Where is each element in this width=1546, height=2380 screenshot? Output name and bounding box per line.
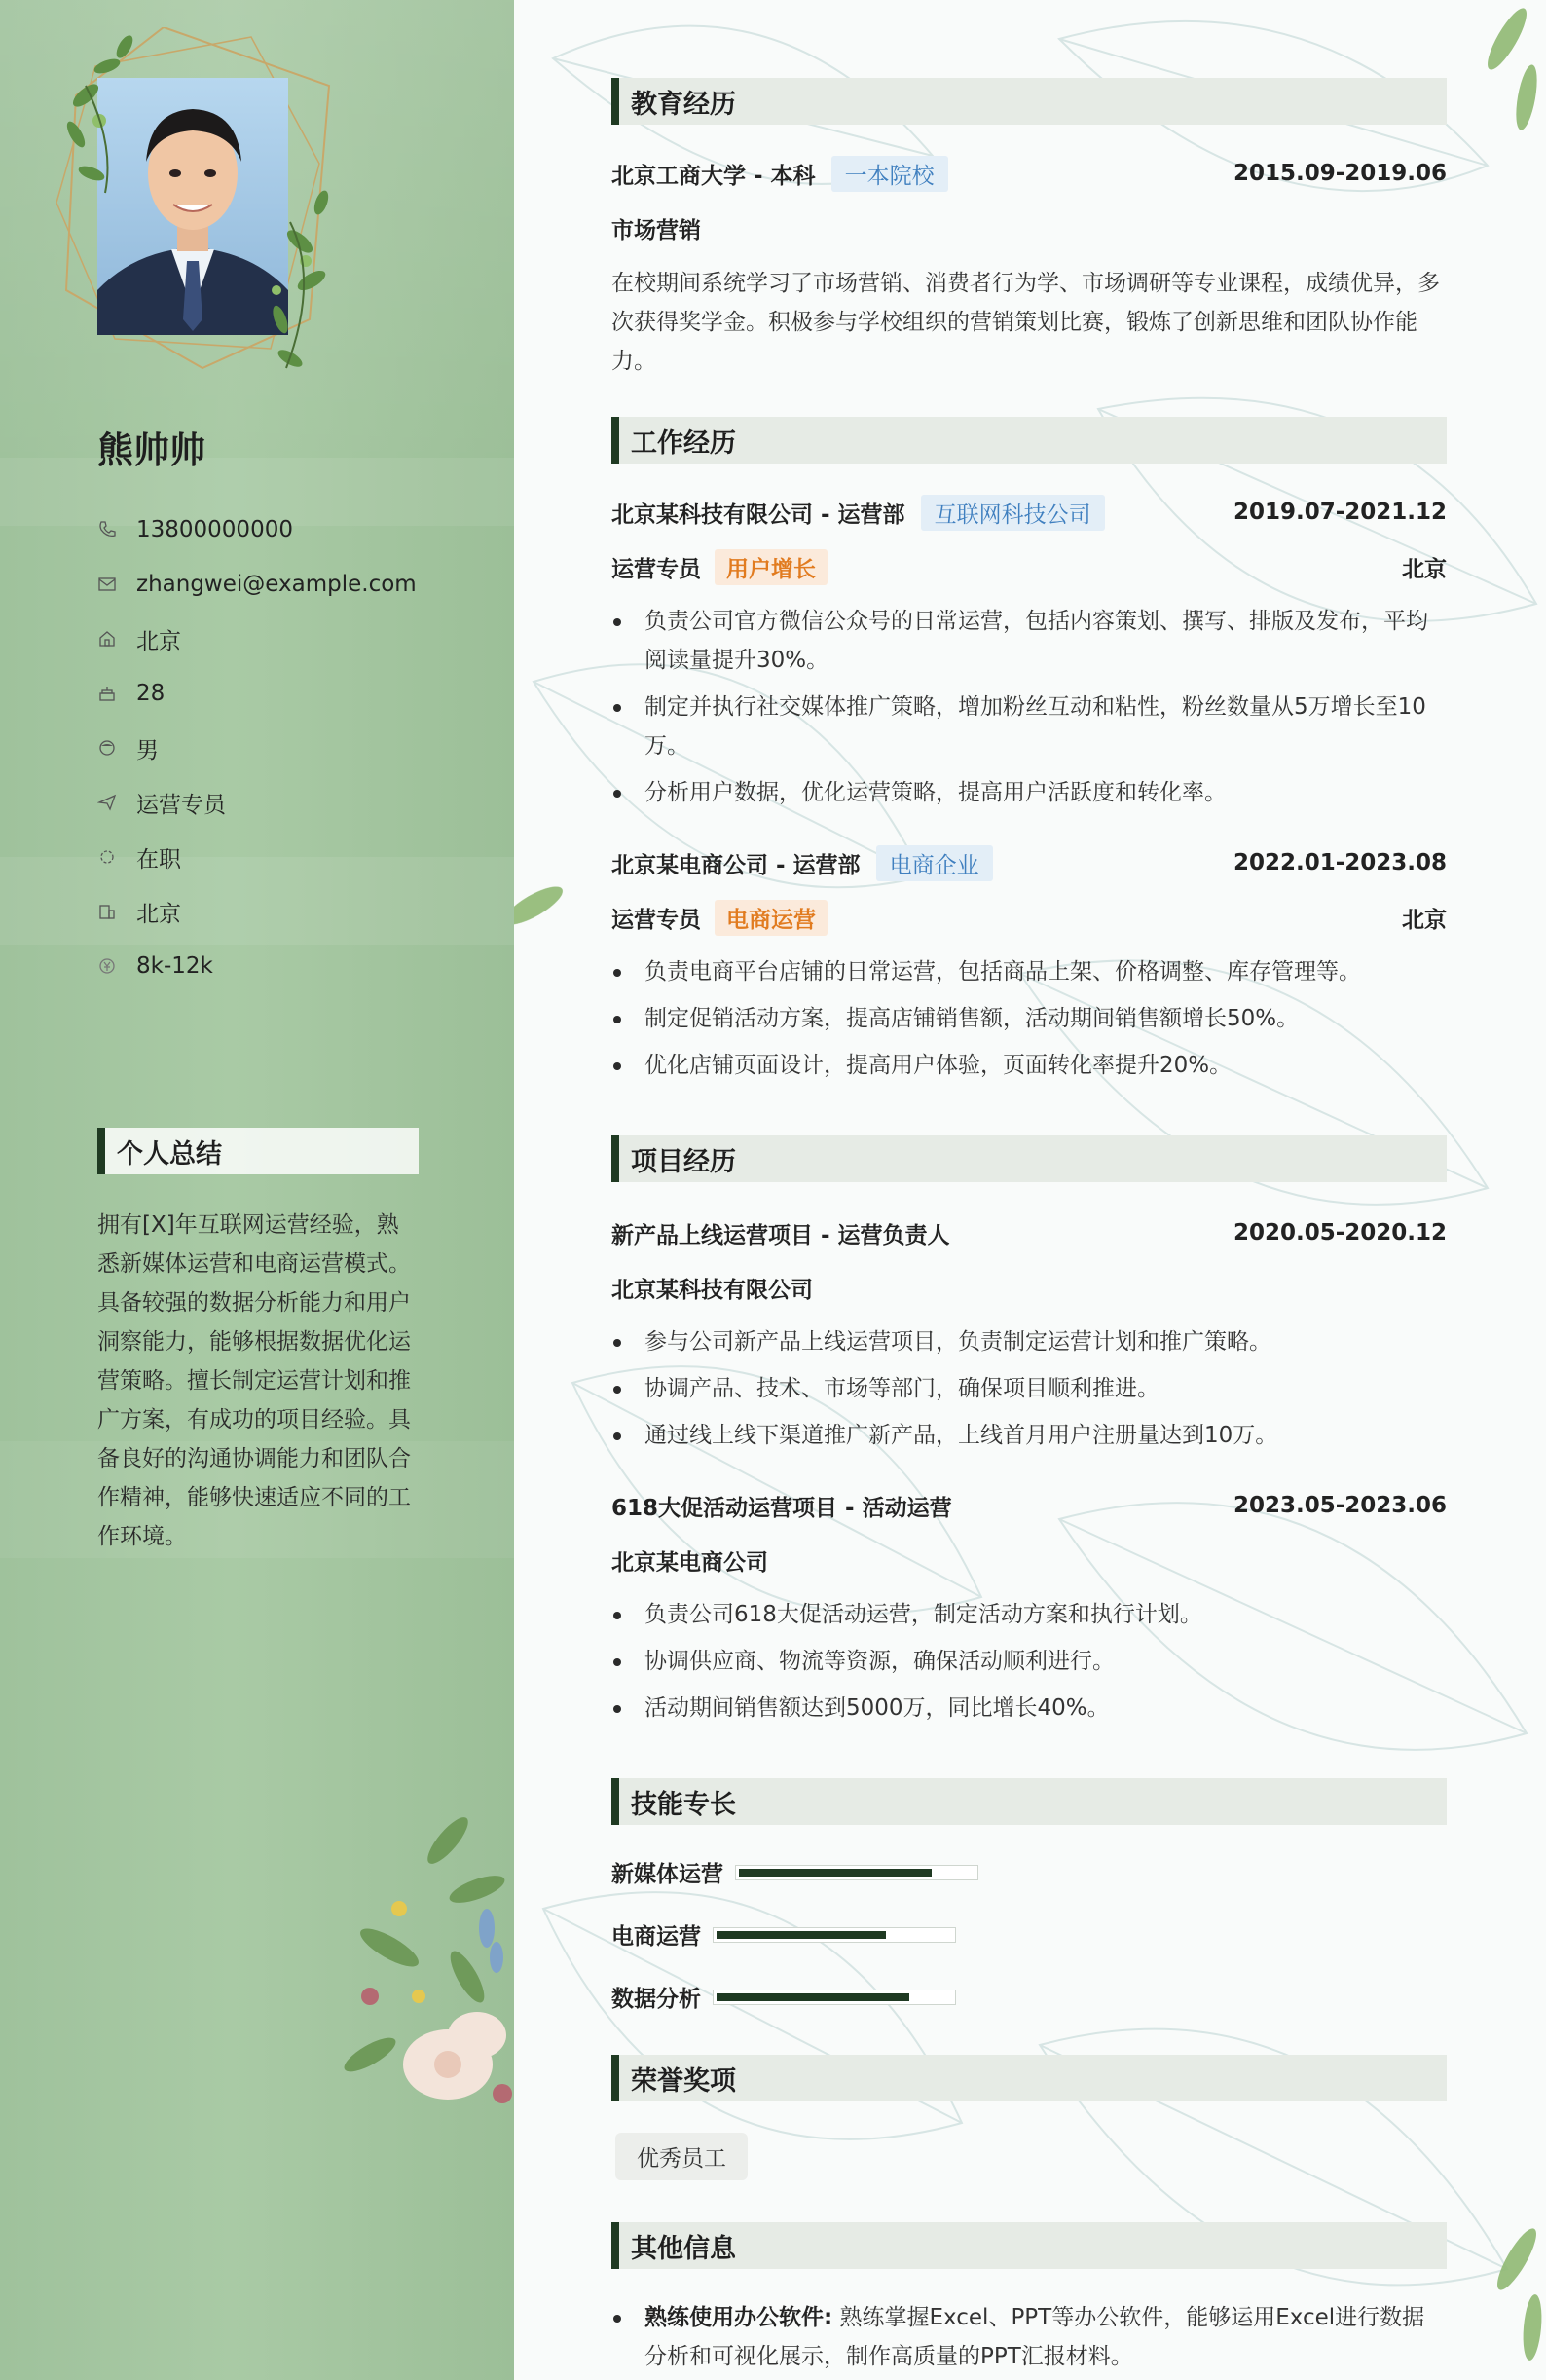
project-2-bullet: 协调供应商、物流等资源，确保活动顺利进行。: [611, 1642, 1447, 1681]
education-tag: 一本院校: [831, 156, 948, 192]
job-1-city: 北京: [1402, 556, 1447, 582]
education-major-row: [611, 208, 1447, 247]
skill-bar: [735, 1865, 978, 1880]
skill-name: 新媒体运营: [611, 1862, 723, 1887]
info-email: [97, 557, 417, 612]
other-info-item: [611, 2298, 1447, 2376]
flower-decoration: [331, 1802, 514, 2123]
education-school: 北京工商大学 - 本科: [611, 163, 816, 189]
info-city: [97, 884, 417, 939]
skill-item: [611, 1856, 978, 1888]
job-1-date: 2019.07-2021.12: [1233, 500, 1447, 525]
phone-icon: [97, 518, 136, 541]
job-1-tag: 互联网科技公司: [921, 495, 1105, 531]
cake-icon: [97, 682, 136, 705]
project-1-bullet: 参与公司新产品上线运营项目，负责制定运营计划和推广策略。: [611, 1322, 1447, 1361]
job-1-role-tag: 用户增长: [715, 549, 828, 585]
profile-name: 熊帅帅: [97, 429, 205, 471]
job-2-city: 北京: [1402, 907, 1447, 933]
job-1-bullet: 制定并执行社交媒体推广策略，增加粉丝互动和粘性，粉丝数量从5万增长至10万。: [611, 688, 1447, 765]
job-1-company: 北京某科技有限公司 - 运营部: [611, 502, 905, 528]
info-gender-text: 男: [136, 737, 159, 763]
summary-heading: 个人总结: [97, 1128, 419, 1174]
job-2-tag: 电商企业: [876, 845, 993, 881]
summary-text: 拥有[X]年互联网运营经验，熟悉新媒体运营和电商运营模式。具备较强的数据分析能力和用户洞察能力，能够根据数据优化运营策略。擅长制定运营计划和推广方案，有成功的项目经验。具备良好的沟通协调能力和团队合作精神，能够快速适应不同的工作环境。: [97, 1212, 411, 1549]
info-hometown: [97, 612, 417, 666]
info-position: [97, 775, 417, 830]
sidebar: [0, 0, 514, 2380]
avatar: [56, 27, 339, 378]
skill-bar-fill: [717, 1993, 909, 2001]
projects-heading: 项目经历: [611, 1135, 1447, 1182]
info-hometown-text: 北京: [136, 628, 181, 654]
project-1-row: [611, 1213, 1447, 1252]
job-1-role-row: [611, 547, 1447, 586]
info-city-text: 北京: [136, 901, 181, 927]
job-1-row: [611, 493, 1447, 532]
skill-bar-fill: [739, 1869, 932, 1877]
project-1-company: 北京某科技有限公司: [611, 1277, 813, 1303]
info-phone: [97, 502, 417, 557]
project-2-name: 618大促活动运营项目 - 活动运营: [611, 1495, 952, 1521]
project-1-company-row: [611, 1268, 1447, 1307]
skill-name: 数据分析: [611, 1987, 701, 2012]
awards-heading: 荣誉奖项: [611, 2055, 1447, 2101]
status-icon: [97, 845, 136, 869]
job-2-bullet: 负责电商平台店铺的日常运营，包括商品上架、价格调整、库存管理等。: [611, 952, 1447, 991]
project-2-company-row: [611, 1541, 1447, 1580]
project-2-bullet: 活动期间销售额达到5000万，同比增长40%。: [611, 1689, 1447, 1728]
home-icon: [97, 627, 136, 651]
info-age: [97, 666, 417, 721]
info-salary: [97, 939, 417, 993]
main-content: [514, 0, 1546, 2380]
info-phone-text: 13800000000: [136, 517, 293, 542]
mail-icon: [97, 573, 136, 596]
skill-item: [611, 1918, 956, 1951]
education-major: 市场营销: [611, 217, 701, 243]
project-1-name: 新产品上线运营项目 - 运营负责人: [611, 1222, 950, 1248]
project-2-bullet: 负责公司618大促活动运营，制定活动方案和执行计划。: [611, 1595, 1447, 1634]
education-row: [611, 154, 1447, 193]
info-status-text: 在职: [136, 846, 181, 873]
education-desc: 在校期间系统学习了市场营销、消费者行为学、市场调研等专业课程，成绩优异，多次获得奖学金。积极参与学校组织的营销策划比赛，锻炼了创新思维和团队协作能力。: [611, 271, 1440, 374]
info-status: [97, 830, 417, 884]
info-gender: [97, 721, 417, 775]
contact-info-list: [97, 502, 417, 993]
job-2-company: 北京某电商公司 - 运营部: [611, 852, 861, 878]
other-info-text: 熟练掌握Excel、PPT等办公软件，能够运用Excel进行数据分析和可视化展示，制作高质量的PPT汇报材料。: [644, 2305, 1425, 2369]
project-1-bullet: 协调产品、技术、市场等部门，确保项目顺利推进。: [611, 1369, 1447, 1408]
job-2-role-row: [611, 898, 1447, 937]
skill-item: [611, 1981, 956, 2013]
skill-bar: [713, 1927, 956, 1943]
job-2-role: 运营专员: [611, 907, 701, 933]
skill-bar: [713, 1990, 956, 2005]
project-2-company: 北京某电商公司: [611, 1549, 768, 1576]
send-icon: [97, 791, 136, 814]
project-2-date: 2023.05-2023.06: [1233, 1493, 1447, 1518]
other-heading: 其他信息: [611, 2222, 1447, 2269]
building-icon: [97, 900, 136, 923]
job-2-bullet: 优化店铺页面设计，提高用户体验，页面转化率提升20%。: [611, 1046, 1447, 1085]
skill-name: 电商运营: [611, 1924, 701, 1950]
info-email-text: zhangwei@example.com: [136, 572, 417, 597]
profile-photo: [56, 27, 339, 378]
info-age-text: 28: [136, 681, 166, 706]
other-info-label: 熟练使用办公软件:: [644, 2305, 833, 2330]
job-2-date: 2022.01-2023.08: [1233, 850, 1447, 875]
info-salary-text: 8k-12k: [136, 953, 213, 979]
education-heading: 教育经历: [611, 78, 1447, 125]
job-2-bullet: 制定促销活动方案，提高店铺销售额，活动期间销售额增长50%。: [611, 999, 1447, 1038]
job-2-row: [611, 843, 1447, 882]
award-badge: 优秀员工: [615, 2133, 748, 2180]
project-1-date: 2020.05-2020.12: [1233, 1220, 1447, 1246]
project-2-row: [611, 1486, 1447, 1525]
job-2-role-tag: 电商运营: [715, 900, 828, 936]
job-1-bullet: 负责公司官方微信公众号的日常运营，包括内容策划、撰写、排版及发布，平均阅读量提升30%。: [611, 602, 1447, 680]
salary-icon: [97, 954, 136, 978]
work-heading: 工作经历: [611, 417, 1447, 464]
education-date: 2015.09-2019.06: [1233, 161, 1447, 186]
project-1-bullet: 通过线上线下渠道推广新产品，上线首月用户注册量达到10万。: [611, 1416, 1447, 1455]
job-1-role: 运营专员: [611, 556, 701, 582]
info-position-text: 运营专员: [136, 792, 226, 818]
skill-bar-fill: [717, 1931, 886, 1939]
gender-icon: [97, 736, 136, 760]
job-1-bullet: 分析用户数据，优化运营策略，提高用户活跃度和转化率。: [611, 773, 1447, 812]
skills-heading: 技能专长: [611, 1778, 1447, 1825]
